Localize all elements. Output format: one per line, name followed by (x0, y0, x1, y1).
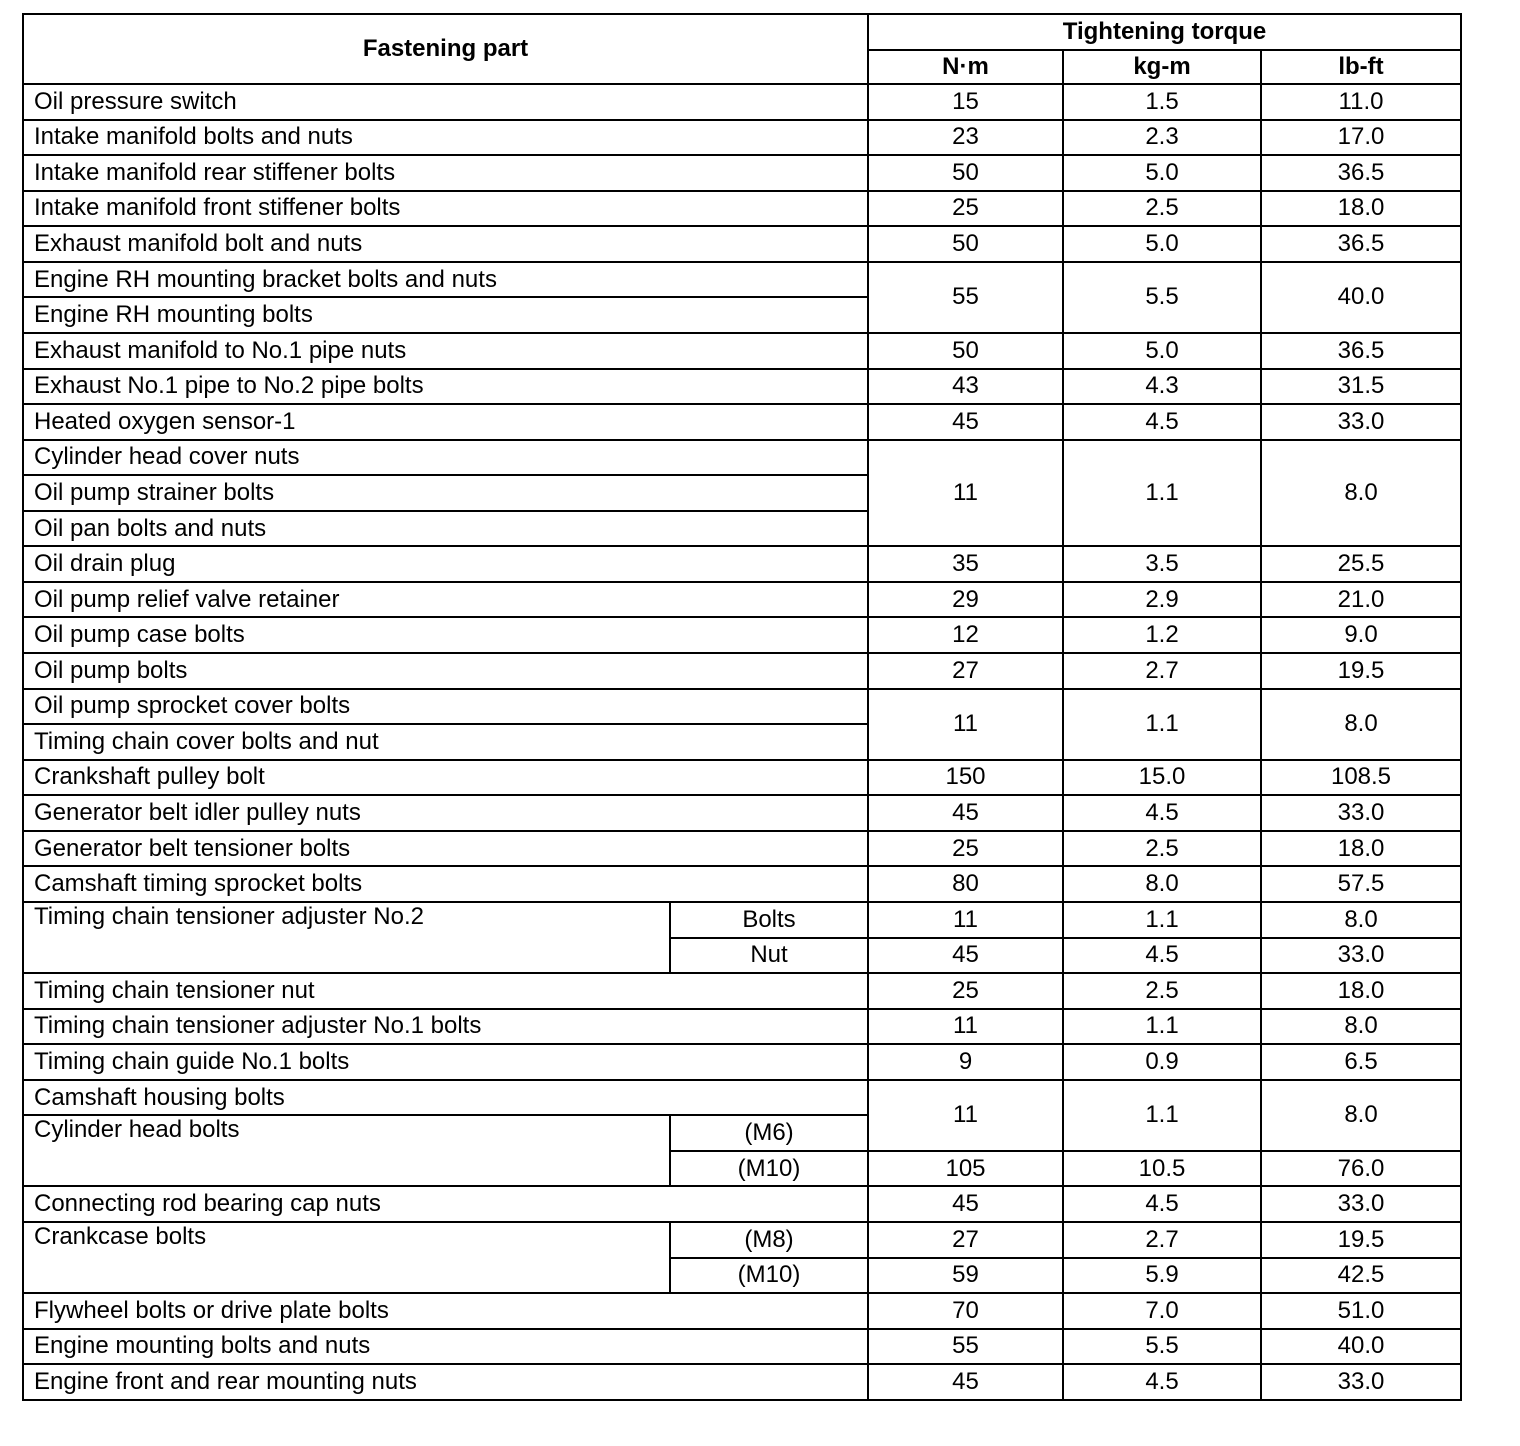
torque-kgm-cell: 7.0 (1063, 1293, 1261, 1329)
torque-nm-cell: 9 (868, 1044, 1063, 1080)
table-row (23, 120, 1461, 156)
fastening-part-cell: Generator belt tensioner bolts (23, 831, 868, 867)
fastening-part-cell: Exhaust No.1 pipe to No.2 pipe bolts (23, 369, 868, 405)
torque-kgm-cell: 1.2 (1063, 617, 1261, 653)
fastening-part-cell: Timing chain tensioner nut (23, 973, 868, 1009)
torque-nm-cell: 35 (868, 546, 1063, 582)
table-row (23, 866, 1461, 902)
torque-lbft-cell: 8.0 (1261, 440, 1461, 547)
torque-lbft-cell: 36.5 (1261, 226, 1461, 262)
torque-kgm-cell: 1.1 (1063, 902, 1261, 938)
torque-nm-cell: 45 (868, 795, 1063, 831)
fastening-part-cell: Intake manifold front stiffener bolts (23, 191, 868, 227)
fastening-part-cell: Oil drain plug (23, 546, 868, 582)
torque-nm-cell: 50 (868, 226, 1063, 262)
torque-lbft-cell: 17.0 (1261, 120, 1461, 156)
table-row (23, 1293, 1461, 1329)
torque-kgm-cell: 2.9 (1063, 582, 1261, 618)
fastening-part-cell: Heated oxygen sensor-1 (23, 404, 868, 440)
torque-lbft-cell: 76.0 (1261, 1151, 1461, 1187)
table-row (23, 1364, 1461, 1400)
fastener-size-cell: (M10) (670, 1151, 868, 1187)
torque-nm-cell: 29 (868, 582, 1063, 618)
fastening-part-cell: Engine front and rear mounting nuts (23, 1364, 868, 1400)
fastening-part-cell: Oil pump sprocket cover bolts (23, 689, 868, 725)
torque-kgm-cell: 2.5 (1063, 973, 1261, 1009)
torque-nm-cell: 25 (868, 831, 1063, 867)
torque-lbft-cell: 36.5 (1261, 333, 1461, 369)
table-row (23, 617, 1461, 653)
torque-kgm-cell: 1.5 (1063, 84, 1261, 120)
torque-lbft-cell: 57.5 (1261, 866, 1461, 902)
torque-nm-cell: 25 (868, 973, 1063, 1009)
table-row (23, 795, 1461, 831)
torque-kgm-cell: 2.5 (1063, 831, 1261, 867)
table-row (23, 369, 1461, 405)
torque-kgm-cell: 4.5 (1063, 1186, 1261, 1222)
torque-nm-cell: 11 (868, 1009, 1063, 1045)
fastening-part-cell: Timing chain tensioner adjuster No.1 bolts (23, 1009, 868, 1045)
torque-lbft-cell: 33.0 (1261, 938, 1461, 974)
fastening-part-cell: Engine mounting bolts and nuts (23, 1329, 868, 1365)
torque-lbft-cell: 33.0 (1261, 1186, 1461, 1222)
torque-nm-cell: 55 (868, 1329, 1063, 1365)
header-tightening-torque: Tightening torque (868, 14, 1461, 50)
table-row (23, 1186, 1461, 1222)
torque-kgm-cell: 4.5 (1063, 1364, 1261, 1400)
torque-nm-cell: 80 (868, 866, 1063, 902)
torque-lbft-cell: 40.0 (1261, 262, 1461, 333)
torque-kgm-cell: 5.0 (1063, 333, 1261, 369)
torque-nm-cell: 45 (868, 404, 1063, 440)
fastening-part-cell: Connecting rod bearing cap nuts (23, 1186, 868, 1222)
torque-kgm-cell: 4.5 (1063, 795, 1261, 831)
torque-kgm-cell: 4.3 (1063, 369, 1261, 405)
table-row (23, 84, 1461, 120)
torque-nm-cell: 59 (868, 1258, 1063, 1294)
table-row (23, 262, 1461, 298)
torque-lbft-cell: 31.5 (1261, 369, 1461, 405)
torque-lbft-cell: 33.0 (1261, 404, 1461, 440)
torque-lbft-cell: 8.0 (1261, 902, 1461, 938)
fastening-part-cell: Camshaft timing sprocket bolts (23, 866, 868, 902)
fastening-part-cell: Oil pump relief valve retainer (23, 582, 868, 618)
torque-lbft-cell: 108.5 (1261, 760, 1461, 796)
fastening-part-cell: Flywheel bolts or drive plate bolts (23, 1293, 868, 1329)
torque-kgm-cell: 5.0 (1063, 155, 1261, 191)
fastening-part-cell: Cylinder head bolts (23, 1115, 670, 1186)
table-row (23, 689, 1461, 725)
table-row (23, 546, 1461, 582)
torque-nm-cell: 12 (868, 617, 1063, 653)
torque-lbft-cell: 33.0 (1261, 795, 1461, 831)
torque-nm-cell: 27 (868, 653, 1063, 689)
torque-nm-cell: 11 (868, 1080, 1063, 1151)
torque-lbft-cell: 36.5 (1261, 155, 1461, 191)
table-row (23, 404, 1461, 440)
table-row (23, 973, 1461, 1009)
torque-spec-table (22, 13, 1462, 1401)
torque-kgm-cell: 15.0 (1063, 760, 1261, 796)
fastener-type-cell: Bolts (670, 902, 868, 938)
fastening-part-cell: Exhaust manifold bolt and nuts (23, 226, 868, 262)
torque-kgm-cell: 1.1 (1063, 1009, 1261, 1045)
fastening-part-cell: Camshaft housing bolts (23, 1080, 868, 1116)
table-row (23, 155, 1461, 191)
fastening-part-cell: Generator belt idler pulley nuts (23, 795, 868, 831)
fastening-part-cell: Crankcase bolts (23, 1222, 670, 1293)
torque-nm-cell: 150 (868, 760, 1063, 796)
torque-lbft-cell: 19.5 (1261, 1222, 1461, 1258)
torque-lbft-cell: 9.0 (1261, 617, 1461, 653)
fastening-part-cell: Timing chain guide No.1 bolts (23, 1044, 868, 1080)
torque-nm-cell: 55 (868, 262, 1063, 333)
torque-kgm-cell: 8.0 (1063, 866, 1261, 902)
torque-lbft-cell: 25.5 (1261, 546, 1461, 582)
torque-lbft-cell: 18.0 (1261, 973, 1461, 1009)
torque-nm-cell: 50 (868, 333, 1063, 369)
table-row (23, 1080, 1461, 1116)
fastening-part-cell: Engine RH mounting bracket bolts and nuts (23, 262, 868, 298)
torque-lbft-cell: 8.0 (1261, 1080, 1461, 1151)
torque-lbft-cell: 40.0 (1261, 1329, 1461, 1365)
torque-nm-cell: 25 (868, 191, 1063, 227)
torque-nm-cell: 50 (868, 155, 1063, 191)
torque-kgm-cell: 5.5 (1063, 262, 1261, 333)
fastener-type-cell: Nut (670, 938, 868, 974)
torque-kgm-cell: 1.1 (1063, 1080, 1261, 1151)
torque-lbft-cell: 42.5 (1261, 1258, 1461, 1294)
fastening-part-cell: Oil pump strainer bolts (23, 475, 868, 511)
torque-lbft-cell: 11.0 (1261, 84, 1461, 120)
torque-lbft-cell: 33.0 (1261, 1364, 1461, 1400)
fastening-part-cell: Intake manifold bolts and nuts (23, 120, 868, 156)
torque-lbft-cell: 8.0 (1261, 1009, 1461, 1045)
fastening-part-cell: Engine RH mounting bolts (23, 297, 868, 333)
torque-kgm-cell: 4.5 (1063, 404, 1261, 440)
table-row (23, 582, 1461, 618)
torque-kgm-cell: 2.3 (1063, 120, 1261, 156)
fastening-part-cell: Timing chain cover bolts and nut (23, 724, 868, 760)
header-unit-nm: N·m (868, 50, 1063, 84)
torque-kgm-cell: 1.1 (1063, 689, 1261, 760)
torque-kgm-cell: 2.5 (1063, 191, 1261, 227)
table-row (23, 760, 1461, 796)
table-row (23, 1329, 1461, 1365)
torque-nm-cell: 15 (868, 84, 1063, 120)
torque-nm-cell: 23 (868, 120, 1063, 156)
fastening-part-cell: Oil pump case bolts (23, 617, 868, 653)
torque-lbft-cell: 21.0 (1261, 582, 1461, 618)
torque-nm-cell: 27 (868, 1222, 1063, 1258)
fastening-part-cell: Oil pump bolts (23, 653, 868, 689)
torque-kgm-cell: 5.0 (1063, 226, 1261, 262)
table-row (23, 1044, 1461, 1080)
torque-kgm-cell: 1.1 (1063, 440, 1261, 547)
table-row (23, 333, 1461, 369)
torque-nm-cell: 43 (868, 369, 1063, 405)
torque-nm-cell: 45 (868, 1364, 1063, 1400)
table-row (23, 440, 1461, 476)
table-row (23, 831, 1461, 867)
fastening-part-cell: Oil pan bolts and nuts (23, 511, 868, 547)
torque-kgm-cell: 2.7 (1063, 653, 1261, 689)
torque-kgm-cell: 5.5 (1063, 1329, 1261, 1365)
table-row (23, 1222, 1461, 1258)
torque-nm-cell: 11 (868, 689, 1063, 760)
torque-nm-cell: 45 (868, 938, 1063, 974)
torque-kgm-cell: 2.7 (1063, 1222, 1261, 1258)
table-row (23, 1009, 1461, 1045)
torque-kgm-cell: 5.9 (1063, 1258, 1261, 1294)
torque-lbft-cell: 8.0 (1261, 689, 1461, 760)
torque-nm-cell: 70 (868, 1293, 1063, 1329)
fastening-part-cell: Cylinder head cover nuts (23, 440, 868, 476)
fastening-part-cell: Intake manifold rear stiffener bolts (23, 155, 868, 191)
table-row (23, 226, 1461, 262)
fastening-part-cell: Timing chain tensioner adjuster No.2 (23, 902, 670, 973)
torque-lbft-cell: 6.5 (1261, 1044, 1461, 1080)
fastener-size-cell: (M8) (670, 1222, 868, 1258)
table-row (23, 653, 1461, 689)
torque-lbft-cell: 51.0 (1261, 1293, 1461, 1329)
torque-nm-cell: 105 (868, 1151, 1063, 1187)
header-unit-kgm: kg-m (1063, 50, 1261, 84)
fastening-part-cell: Oil pressure switch (23, 84, 868, 120)
table-row (23, 902, 1461, 938)
torque-lbft-cell: 18.0 (1261, 191, 1461, 227)
torque-nm-cell: 11 (868, 440, 1063, 547)
torque-nm-cell: 11 (868, 902, 1063, 938)
table-row (23, 191, 1461, 227)
torque-nm-cell: 45 (868, 1186, 1063, 1222)
fastener-size-cell: (M10) (670, 1258, 868, 1294)
torque-kgm-cell: 10.5 (1063, 1151, 1261, 1187)
fastener-size-cell: (M6) (670, 1115, 868, 1151)
header-unit-lbft: lb-ft (1261, 50, 1461, 84)
torque-lbft-cell: 19.5 (1261, 653, 1461, 689)
fastening-part-cell: Exhaust manifold to No.1 pipe nuts (23, 333, 868, 369)
torque-kgm-cell: 3.5 (1063, 546, 1261, 582)
fastening-part-cell: Crankshaft pulley bolt (23, 760, 868, 796)
torque-kgm-cell: 4.5 (1063, 938, 1261, 974)
torque-kgm-cell: 0.9 (1063, 1044, 1261, 1080)
header-fastening-part: Fastening part (23, 14, 868, 84)
torque-lbft-cell: 18.0 (1261, 831, 1461, 867)
